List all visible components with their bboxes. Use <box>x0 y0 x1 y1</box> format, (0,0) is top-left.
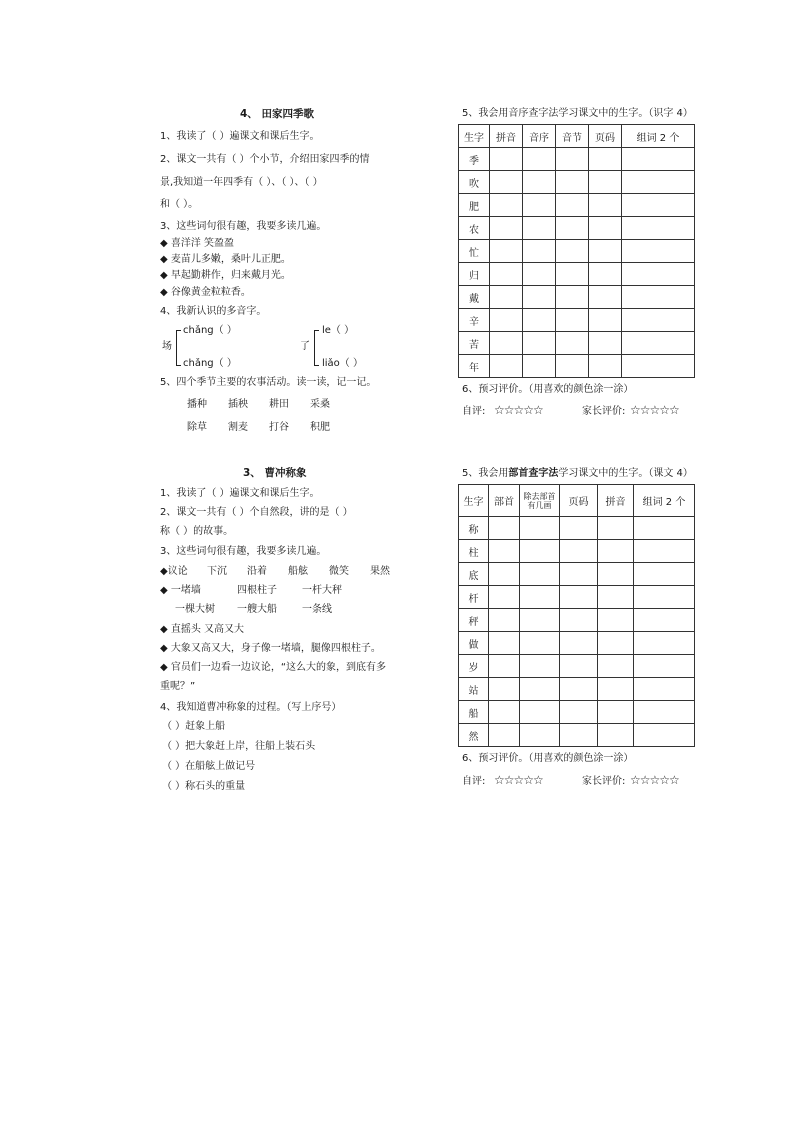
blank-cell[interactable] <box>598 632 634 655</box>
blank-cell[interactable] <box>520 586 560 609</box>
column-header: 音序 <box>523 125 556 148</box>
self-eval-stars[interactable]: ☆☆☆☆☆ <box>494 773 543 787</box>
blank-cell[interactable] <box>598 701 634 724</box>
question-2-line-1: 2、课文一共有（ ）个自然段，讲的是（ ） <box>160 507 353 518</box>
blank-cell[interactable] <box>634 655 695 678</box>
blank-cell[interactable] <box>556 194 589 217</box>
blank-cell[interactable] <box>598 724 634 747</box>
blank-cell[interactable] <box>523 217 556 240</box>
blank-cell[interactable] <box>560 586 598 609</box>
word: 船舷 <box>288 566 308 577</box>
question-1: 1、我读了（ ）遍课文和课后生字。 <box>160 131 320 142</box>
blank-cell[interactable] <box>489 678 520 701</box>
table-row <box>459 563 695 586</box>
blank-cell[interactable] <box>490 355 523 378</box>
blank-cell[interactable] <box>489 609 520 632</box>
table-row <box>459 148 695 171</box>
word: 下沉 <box>207 566 227 577</box>
blank-cell[interactable] <box>556 217 589 240</box>
section-title: 4、 田家四季歌 <box>240 108 314 120</box>
blank-cell[interactable] <box>560 517 598 540</box>
table-row <box>459 540 695 563</box>
blank-cell[interactable] <box>523 286 556 309</box>
word: 一艘大船 <box>237 604 277 615</box>
blank-cell[interactable] <box>589 286 622 309</box>
self-eval-label: 自评: <box>462 776 486 787</box>
word: 割麦 <box>228 422 248 433</box>
table-title: 5、我会用音序查字法学习课文中的生字。（识字 4） <box>462 108 693 119</box>
blank-cell[interactable] <box>622 171 695 194</box>
column-header: 拼音 <box>490 125 523 148</box>
blank-cell[interactable] <box>598 563 634 586</box>
table-row <box>459 517 695 540</box>
table-row <box>459 332 695 355</box>
column-header: 音节 <box>556 125 589 148</box>
question-1: 1、我读了（ ）遍课文和课后生字。 <box>160 488 320 499</box>
blank-cell[interactable] <box>622 355 695 378</box>
pinyin-reading: le（ ） <box>322 325 355 336</box>
blank-cell[interactable] <box>490 217 523 240</box>
table-row <box>459 309 695 332</box>
blank-cell[interactable] <box>598 586 634 609</box>
blank-cell[interactable] <box>556 286 589 309</box>
table-row <box>459 632 695 655</box>
blank-cell[interactable] <box>598 517 634 540</box>
blank-cell[interactable] <box>560 632 598 655</box>
blank-cell[interactable] <box>490 171 523 194</box>
blank-cell[interactable] <box>490 309 523 332</box>
blank-cell[interactable] <box>523 240 556 263</box>
blank-cell[interactable] <box>490 332 523 355</box>
question-4: 4、我知道曹冲称象的过程。（写上序号） <box>160 702 342 713</box>
blank-cell[interactable] <box>523 355 556 378</box>
order-step: （ ）把大象赶上岸，往船上装石头 <box>162 741 316 752</box>
table-row <box>459 609 695 632</box>
blank-cell[interactable] <box>556 263 589 286</box>
blank-cell[interactable] <box>490 263 523 286</box>
blank-cell[interactable] <box>622 148 695 171</box>
word: 除草 <box>187 422 207 433</box>
blank-cell[interactable] <box>634 586 695 609</box>
question-3: 3、这些词句很有趣，我要多读几遍。 <box>160 546 327 557</box>
blank-cell[interactable] <box>489 517 520 540</box>
table-row <box>459 724 695 747</box>
word: 微笑 <box>329 566 349 577</box>
char-cell: 柱 <box>459 540 489 563</box>
char-cell: 辛 <box>459 309 490 332</box>
column-header: 部首 <box>489 485 520 517</box>
blank-cell[interactable] <box>622 332 695 355</box>
char-cell: 吹 <box>459 171 490 194</box>
word: 播种 <box>187 399 207 410</box>
question-2-line-1: 2、课文一共有（ ）个小节，介绍田家四季的情 <box>160 154 370 165</box>
column-header: 组词 2 个 <box>622 125 695 148</box>
polyphone-char: 了 <box>300 341 310 352</box>
char-cell: 季 <box>459 148 490 171</box>
blank-cell[interactable] <box>523 332 556 355</box>
blank-cell[interactable] <box>523 309 556 332</box>
char-cell: 岁 <box>459 655 489 678</box>
table-row <box>459 701 695 724</box>
blank-cell[interactable] <box>489 540 520 563</box>
table-row <box>459 217 695 240</box>
char-cell: 然 <box>459 724 489 747</box>
char-cell: 站 <box>459 678 489 701</box>
blank-cell[interactable] <box>589 171 622 194</box>
blank-cell[interactable] <box>523 171 556 194</box>
word: 采桑 <box>310 399 330 410</box>
blank-cell[interactable] <box>556 332 589 355</box>
blank-cell[interactable] <box>634 632 695 655</box>
phrase-item: ◆ 大象又高又大，身子像一堵墙，腿像四根柱子。 <box>160 643 381 654</box>
blank-cell[interactable] <box>556 171 589 194</box>
blank-cell[interactable] <box>622 309 695 332</box>
blank-cell[interactable] <box>622 217 695 240</box>
column-header: 页码 <box>560 485 598 517</box>
column-header: 生字 <box>459 485 489 517</box>
word: ◆ 一堵墙 <box>160 585 201 596</box>
self-eval-label: 自评: <box>462 406 486 417</box>
char-cell: 归 <box>459 263 490 286</box>
blank-cell[interactable] <box>598 540 634 563</box>
blank-cell[interactable] <box>556 355 589 378</box>
blank-cell[interactable] <box>622 194 695 217</box>
blank-cell[interactable] <box>560 678 598 701</box>
blank-cell[interactable] <box>520 540 560 563</box>
blank-cell[interactable] <box>634 517 695 540</box>
blank-cell[interactable] <box>520 701 560 724</box>
evaluation-title: 6、预习评价。（用喜欢的颜色涂一涂） <box>462 384 634 395</box>
order-step: （ ）在船舷上做记号 <box>162 761 256 772</box>
self-eval-stars[interactable]: ☆☆☆☆☆ <box>494 403 543 417</box>
phrase-item: ◆ 谷像黄金粒粒香。 <box>160 287 251 298</box>
blank-cell[interactable] <box>560 655 598 678</box>
pinyin-reading: liǎo（ ） <box>322 358 363 369</box>
phrase-item: ◆ 直摇头 又高又大 <box>160 624 245 635</box>
parent-eval-label: 家长评价: <box>582 776 626 787</box>
char-cell: 忙 <box>459 240 490 263</box>
blank-cell[interactable] <box>489 586 520 609</box>
blank-cell[interactable] <box>634 724 695 747</box>
blank-cell[interactable] <box>589 148 622 171</box>
blank-cell[interactable] <box>523 194 556 217</box>
column-header: 除去部首有几画 <box>520 485 560 517</box>
blank-cell[interactable] <box>560 609 598 632</box>
question-3: 3、这些词句很有趣，我要多读几遍。 <box>160 221 327 232</box>
blank-cell[interactable] <box>560 540 598 563</box>
question-2-line-2: 景,我知道一年四季有（ ）、（ ）、（ ） <box>160 177 323 188</box>
blank-cell[interactable] <box>520 678 560 701</box>
char-table <box>458 124 695 378</box>
table-row <box>459 263 695 286</box>
char-cell: 船 <box>459 701 489 724</box>
blank-cell[interactable] <box>560 701 598 724</box>
brace-left <box>314 330 319 366</box>
blank-cell[interactable] <box>560 724 598 747</box>
char-table <box>458 484 695 747</box>
polyphone-char: 场 <box>162 341 172 352</box>
blank-cell[interactable] <box>598 609 634 632</box>
blank-cell[interactable] <box>489 655 520 678</box>
parent-eval-stars[interactable]: ☆☆☆☆☆ <box>630 403 679 417</box>
phrase-item: ◆ 早起勤耕作，归来戴月光。 <box>160 270 291 281</box>
char-cell: 年 <box>459 355 490 378</box>
table-row <box>459 655 695 678</box>
char-cell: 戴 <box>459 286 490 309</box>
word: 打谷 <box>269 422 289 433</box>
blank-cell[interactable] <box>589 217 622 240</box>
blank-cell[interactable] <box>622 286 695 309</box>
table-row <box>459 355 695 378</box>
table-row <box>459 678 695 701</box>
blank-cell[interactable] <box>634 563 695 586</box>
question-2-line-2: 称（ ）的故事。 <box>160 526 234 537</box>
question-5: 5、四个季节主要的农事活动。读一读，记一记。 <box>160 377 377 388</box>
blank-cell[interactable] <box>520 655 560 678</box>
blank-cell[interactable] <box>520 609 560 632</box>
blank-cell[interactable] <box>598 655 634 678</box>
blank-cell[interactable] <box>589 263 622 286</box>
blank-cell[interactable] <box>622 240 695 263</box>
pinyin-reading: chǎng（ ） <box>183 325 237 336</box>
phrase-item: ◆ 麦苗儿多嫩，桑叶儿正肥。 <box>160 254 291 265</box>
blank-cell[interactable] <box>589 240 622 263</box>
blank-cell[interactable] <box>598 678 634 701</box>
question-2-line-3: 和（ ）。 <box>160 199 199 210</box>
parent-eval-stars[interactable]: ☆☆☆☆☆ <box>630 773 679 787</box>
table-row <box>459 286 695 309</box>
blank-cell[interactable] <box>490 286 523 309</box>
table-title-prefix: 5、我会用 <box>462 468 509 479</box>
blank-cell[interactable] <box>489 724 520 747</box>
char-cell: 苦 <box>459 332 490 355</box>
blank-cell[interactable] <box>490 194 523 217</box>
blank-cell[interactable] <box>589 309 622 332</box>
blank-cell[interactable] <box>520 517 560 540</box>
column-header: 拼音 <box>598 485 634 517</box>
blank-cell[interactable] <box>523 263 556 286</box>
word: 插秧 <box>228 399 248 410</box>
blank-cell[interactable] <box>634 701 695 724</box>
table-row <box>459 586 695 609</box>
word: 积肥 <box>310 422 330 433</box>
table-row <box>459 240 695 263</box>
word: 耕田 <box>269 399 289 410</box>
order-step: （ ）赶象上船 <box>162 721 226 732</box>
phrase-item: 重呢？” <box>160 681 196 692</box>
column-header: 页码 <box>589 125 622 148</box>
char-cell: 杆 <box>459 586 489 609</box>
blank-cell[interactable] <box>634 609 695 632</box>
blank-cell[interactable] <box>520 632 560 655</box>
pinyin-reading: chǎng（ ） <box>183 358 237 369</box>
word: 四根柱子 <box>237 585 277 596</box>
word: 一棵大树 <box>175 604 215 615</box>
word: ◆议论 <box>160 566 188 577</box>
blank-cell[interactable] <box>634 678 695 701</box>
brace-left <box>176 330 181 366</box>
blank-cell[interactable] <box>489 632 520 655</box>
blank-cell[interactable] <box>490 148 523 171</box>
table-row <box>459 171 695 194</box>
table-title-suffix: 学习课文中的生字。（课文 4） <box>558 468 693 479</box>
table-title <box>462 467 693 480</box>
order-step: （ ）称石头的重量 <box>162 781 246 792</box>
parent-eval-label: 家长评价: <box>582 406 626 417</box>
blank-cell[interactable] <box>622 263 695 286</box>
char-cell: 秤 <box>459 609 489 632</box>
blank-cell[interactable] <box>556 240 589 263</box>
blank-cell[interactable] <box>490 240 523 263</box>
table-title-method: 部首查字法 <box>508 468 559 479</box>
char-cell: 农 <box>459 217 490 240</box>
word: 一条线 <box>302 604 332 615</box>
blank-cell[interactable] <box>634 540 695 563</box>
phrase-item: ◆ 官员们一边看一边议论，“这么大的象，到底有多 <box>160 662 387 673</box>
word: 果然 <box>370 566 390 577</box>
table-row <box>459 194 695 217</box>
blank-cell[interactable] <box>560 563 598 586</box>
blank-cell[interactable] <box>556 148 589 171</box>
word: 一杆大秤 <box>302 585 342 596</box>
char-cell: 称 <box>459 517 489 540</box>
blank-cell[interactable] <box>489 701 520 724</box>
column-header: 生字 <box>459 125 490 148</box>
blank-cell[interactable] <box>520 563 560 586</box>
char-cell: 底 <box>459 563 489 586</box>
blank-cell[interactable] <box>489 563 520 586</box>
blank-cell[interactable] <box>589 355 622 378</box>
char-cell: 做 <box>459 632 489 655</box>
section-title: 3、 曹冲称象 <box>243 467 307 479</box>
column-header: 组词 2 个 <box>634 485 695 517</box>
blank-cell[interactable] <box>520 724 560 747</box>
phrase-item: ◆ 喜洋洋 笑盈盈 <box>160 238 235 249</box>
blank-cell[interactable] <box>556 309 589 332</box>
char-cell: 肥 <box>459 194 490 217</box>
blank-cell[interactable] <box>589 332 622 355</box>
word: 沿着 <box>247 566 267 577</box>
blank-cell[interactable] <box>589 194 622 217</box>
question-4: 4、我新认识的多音字。 <box>160 306 267 317</box>
blank-cell[interactable] <box>523 148 556 171</box>
evaluation-title: 6、预习评价。（用喜欢的颜色涂一涂） <box>462 753 634 764</box>
